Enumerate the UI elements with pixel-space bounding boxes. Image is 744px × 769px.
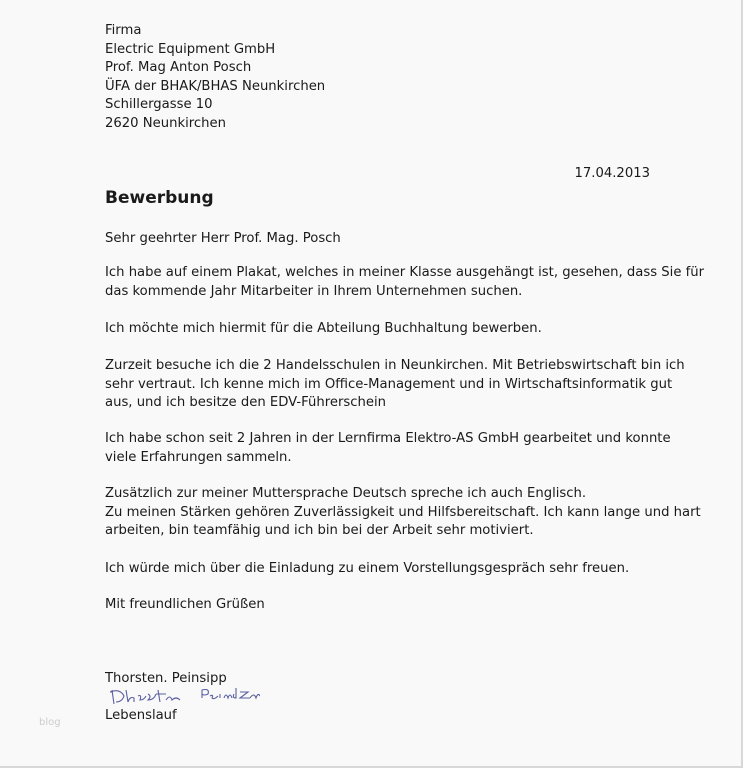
text-line: Ich würde mich über die Einladung zu einem Vorstellungsgespräch sehr freuen. (105, 561, 630, 576)
text-line: das kommende Jahr Mitarbeiter in Ihrem Unternehmen suchen. (105, 283, 523, 299)
signer-name: Thorsten. Peinsipp (105, 671, 227, 686)
text-line: Zu meinen Stärken gehören Zuverlässigkeit und Hilfsbereitschaft. Ich kann lange und hart (105, 504, 701, 520)
paragraph-3 (105, 357, 685, 413)
watermark: blog (39, 717, 61, 728)
text-line: Zusätzlich zur meiner Muttersprache Deutsch spreche ich auch Englisch. (105, 486, 587, 501)
closing: Mit freundlichen Grüßen (105, 597, 265, 612)
address-block (105, 22, 325, 134)
address-line: 2620 Neunkirchen (105, 115, 226, 131)
address-line: Schillergasse 10 (105, 97, 213, 113)
paragraph-5 (105, 485, 701, 541)
salutation: Sehr geehrter Herr Prof. Mag. Posch (105, 231, 341, 246)
letter-date: 17.04.2013 (574, 166, 650, 181)
text-line: aus, und ich besitze den EDV-Führerschein (105, 395, 387, 411)
text-line: sehr vertraut. Ich kenne mich im Office-Management und in Wirtschaftsinformatik gut (105, 376, 673, 392)
address-line: Electric Equipment GmbH (105, 41, 276, 57)
text-line: Ich habe schon seit 2 Jahren in der Lernfirma Elektro-AS GmbH gearbeitet und konnte (105, 431, 671, 446)
paragraph-6 (105, 560, 629, 579)
letter-title: Bewerbung (105, 188, 214, 208)
text-line: Zurzeit besuche ich die 2 Handelsschulen in Neunkirchen. Mit Betriebswirtschaft bin ich (105, 358, 685, 373)
text-line: Ich habe auf einem Plakat, welches in meiner Klasse ausgehängt ist, gesehen, dass Sie für (105, 265, 705, 280)
text-line: Ich möchte mich hiermit für die Abteilung Buchhaltung bewerben. (105, 321, 542, 336)
address-line: Prof. Mag Anton Posch (105, 60, 252, 76)
enclosure: Lebenslauf (105, 708, 177, 723)
paragraph-1 (105, 264, 704, 301)
text-line: viele Erfahrungen sammeln. (105, 449, 292, 465)
address-line: Firma (105, 23, 142, 38)
handwritten-signature (110, 686, 260, 708)
address-line: ÜFA der BHAK/BHAS Neunkirchen (105, 78, 326, 94)
paragraph-2 (105, 320, 542, 339)
text-line: arbeiten, bin teamfähig und ich bin bei der Arbeit sehr motiviert. (105, 523, 534, 539)
paragraph-4 (105, 430, 671, 467)
